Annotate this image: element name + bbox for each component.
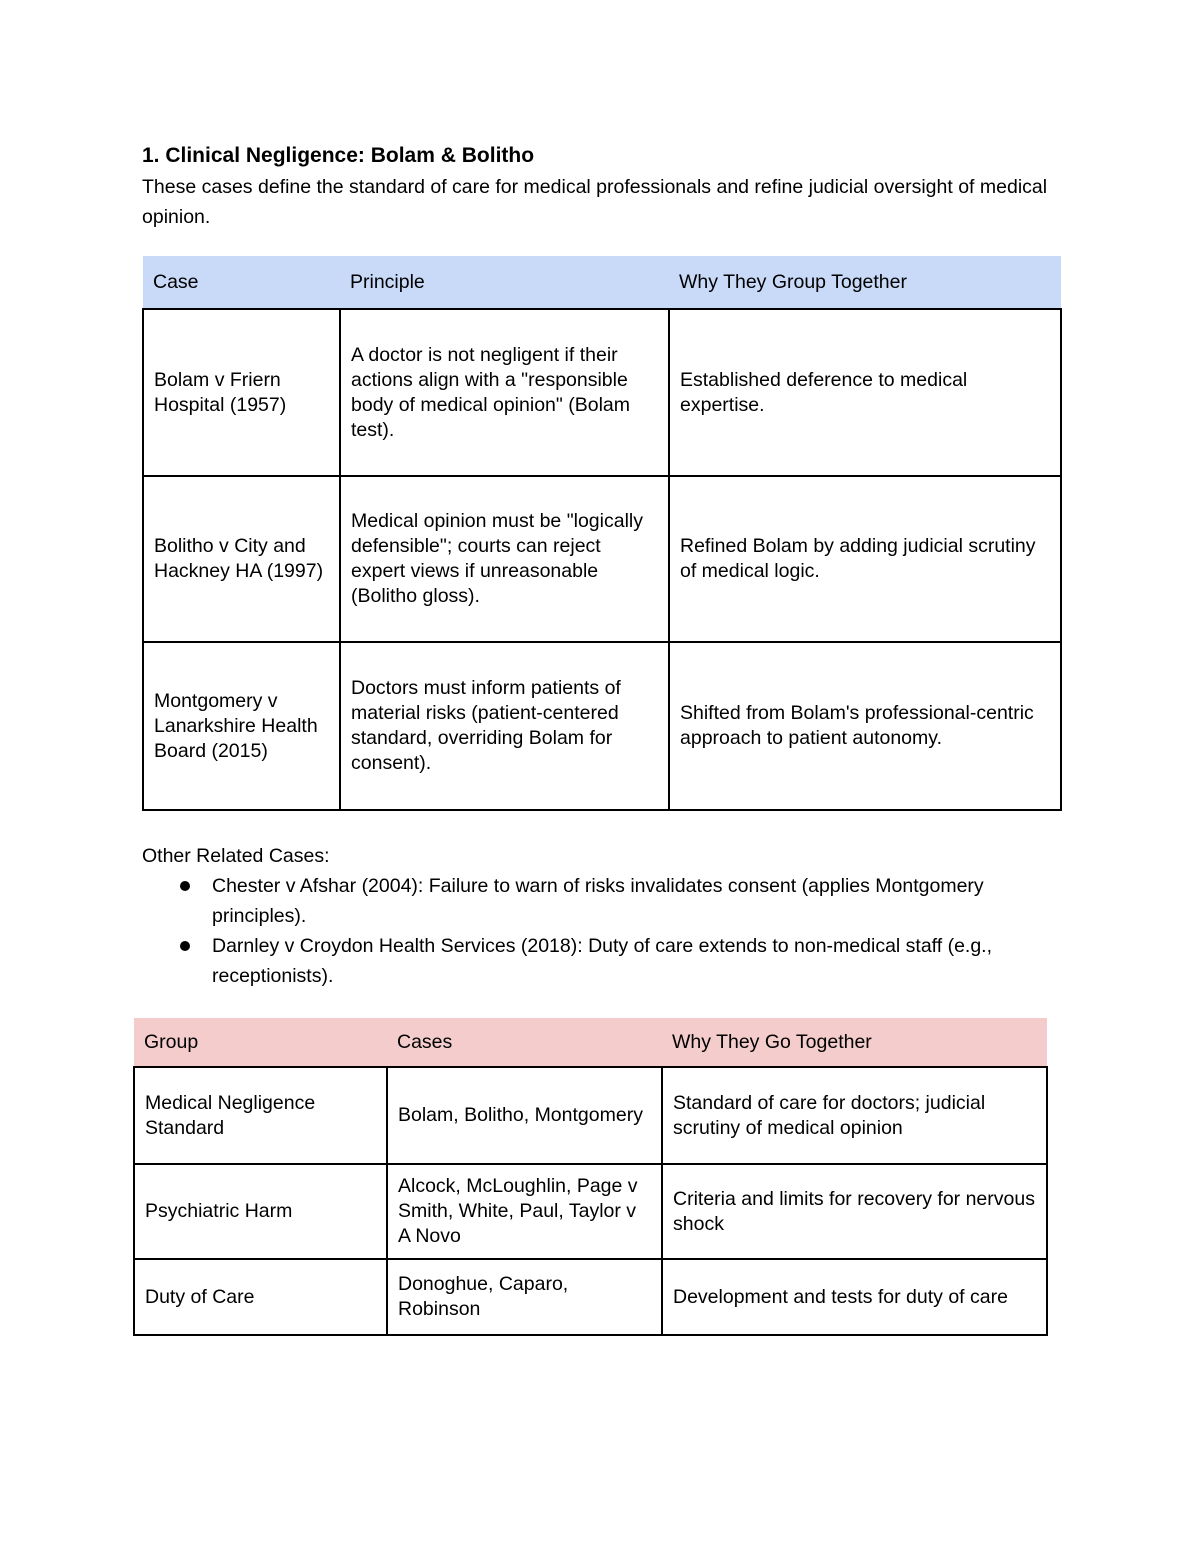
table-row xyxy=(143,642,1061,810)
table-row xyxy=(143,309,1061,476)
group-cell: Duty of Care xyxy=(134,1259,387,1335)
bullet-icon xyxy=(180,941,190,951)
list-item-text: Darnley v Croydon Health Services (2018): Duty of care extends to non-medical staff (e.g., receptionists). xyxy=(212,935,993,987)
other-cases-list xyxy=(142,871,1042,991)
header-cases: Cases xyxy=(387,1018,662,1067)
group-cell: Psychiatric Harm xyxy=(134,1164,387,1259)
header-why: Why They Group Together xyxy=(669,256,1061,309)
why-cell: Shifted from Bolam's professional-centric approach to patient autonomy. xyxy=(669,642,1061,810)
other-cases-label: Other Related Cases: xyxy=(142,845,330,867)
principle-cell: Medical opinion must be "logically defensible"; courts can reject expert views if unreasonable (Bolitho gloss). xyxy=(340,476,669,642)
table-header-row xyxy=(143,256,1061,309)
case-groups-table xyxy=(133,1018,1048,1336)
why-cell: Established deference to medical expertise. xyxy=(669,309,1061,476)
table-row xyxy=(134,1164,1047,1259)
list-item xyxy=(142,871,1042,931)
header-case: Case xyxy=(143,256,340,309)
cases-cell: Alcock, McLoughlin, Page v Smith, White, Paul, Taylor v A Novo xyxy=(387,1164,662,1259)
table-row xyxy=(134,1259,1047,1335)
table-header-row xyxy=(134,1018,1047,1067)
why-cell: Standard of care for doctors; judicial scrutiny of medical opinion xyxy=(662,1067,1047,1164)
header-principle: Principle xyxy=(340,256,669,309)
section-intro: These cases define the standard of care for medical professionals and refine judicial oversight of medical opinion. xyxy=(142,176,1048,228)
clinical-negligence-table xyxy=(142,256,1062,811)
principle-cell: A doctor is not negligent if their actions align with a "responsible body of medical opinion" (Bolam test). xyxy=(340,309,669,476)
why-cell: Development and tests for duty of care xyxy=(662,1259,1047,1335)
case-cell: Bolam v Friern Hospital (1957) xyxy=(143,309,340,476)
header-why: Why They Go Together xyxy=(662,1018,1047,1067)
bullet-icon xyxy=(180,881,190,891)
list-item-text: Chester v Afshar (2004): Failure to warn of risks invalidates consent (applies Montgomery principles). xyxy=(212,875,984,927)
cases-cell: Donoghue, Caparo, Robinson xyxy=(387,1259,662,1335)
case-cell: Bolitho v City and Hackney HA (1997) xyxy=(143,476,340,642)
why-cell: Criteria and limits for recovery for nervous shock xyxy=(662,1164,1047,1259)
cases-cell: Bolam, Bolitho, Montgomery xyxy=(387,1067,662,1164)
table-row xyxy=(143,476,1061,642)
case-cell: Montgomery v Lanarkshire Health Board (2015) xyxy=(143,642,340,810)
header-group: Group xyxy=(134,1018,387,1067)
table-row xyxy=(134,1067,1047,1164)
why-cell: Refined Bolam by adding judicial scrutiny of medical logic. xyxy=(669,476,1061,642)
principle-cell: Doctors must inform patients of material risks (patient-centered standard, overriding Bolam for consent). xyxy=(340,642,669,810)
group-cell: Medical Negligence Standard xyxy=(134,1067,387,1164)
section-heading: 1. Clinical Negligence: Bolam & Bolitho xyxy=(142,144,535,167)
list-item xyxy=(142,931,1042,991)
